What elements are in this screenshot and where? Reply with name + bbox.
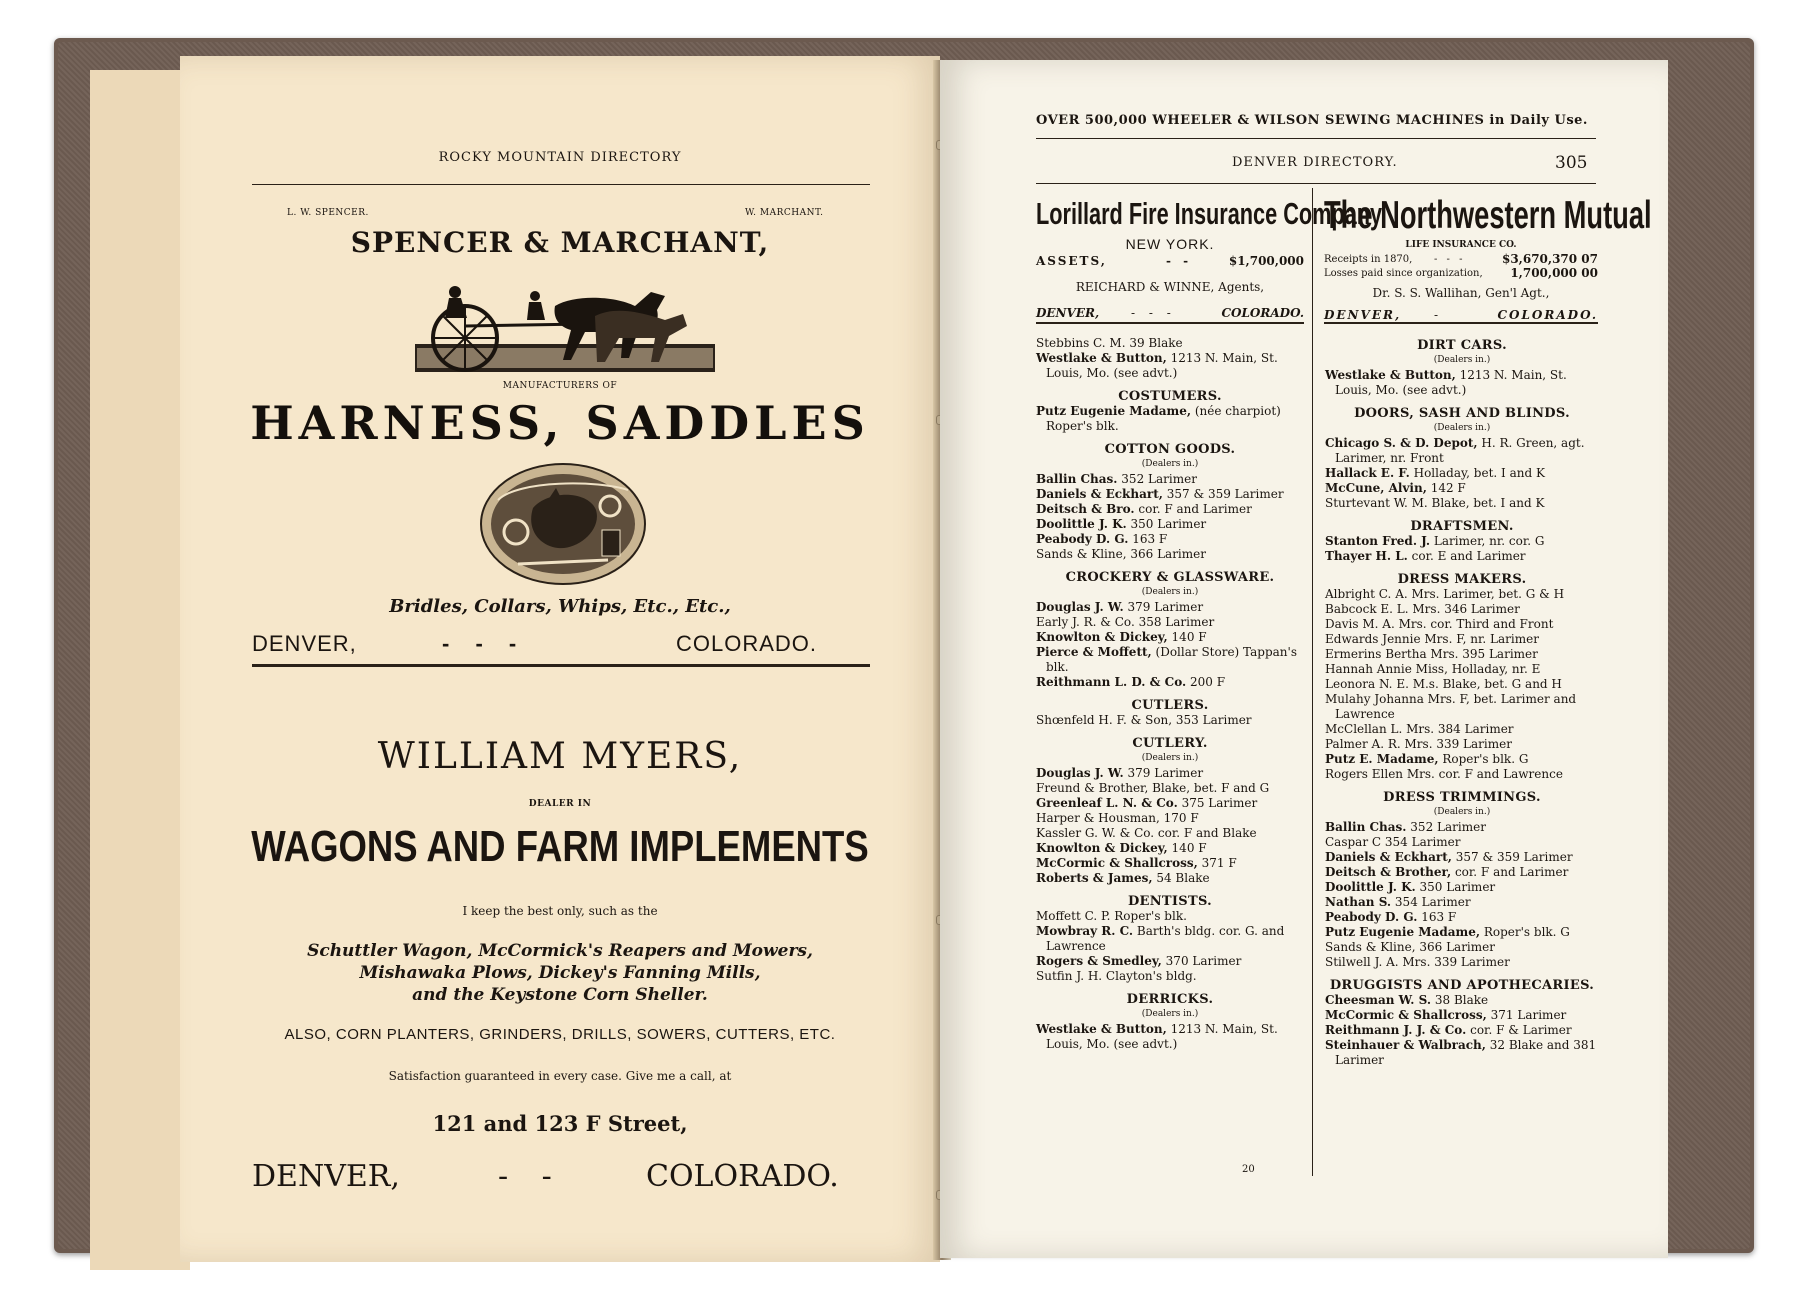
- entry-address: 1213 N. Main, St. Louis, Mo. (see advt.): [1046, 1022, 1278, 1051]
- dealers-note: (Dealers in.): [1141, 459, 1199, 469]
- dealers-note: (Dealers in.): [1141, 587, 1199, 597]
- dealers-note: (Dealers in.): [1433, 355, 1491, 365]
- entry-name: Reithmann J. J. & Co.: [1325, 1023, 1467, 1037]
- wheeler-wilson-banner: OVER 500,000 WHEELER & WILSON SEWING MACHINES in Daily Use.: [1036, 113, 1588, 128]
- directory-entry: [1036, 547, 1304, 562]
- section-heading: DRESS TRIMMINGS.: [1383, 790, 1541, 805]
- dealers-note: (Dealers in.): [1433, 423, 1491, 433]
- left-page: [180, 56, 940, 1262]
- directory-entry: [1325, 617, 1599, 632]
- banner-rule: [1036, 138, 1596, 139]
- directory-entry: [1325, 534, 1599, 549]
- entry-address: Mulahy Johanna Mrs. F, bet. Larimer and Lawrence: [1325, 692, 1577, 721]
- partner-right: W. MARCHANT.: [745, 208, 824, 218]
- entry-address: 370 Larimer: [1161, 954, 1242, 968]
- directory-entry: [1036, 630, 1304, 645]
- entry-name: McCormic & Shallcross,: [1325, 1008, 1487, 1022]
- spencer-dashes: - - -: [442, 631, 527, 656]
- entry-address: Leonora N. E. M.s. Blake, bet. G and H: [1325, 677, 1562, 691]
- entry-address: 354 Larimer: [1391, 895, 1471, 909]
- myers-dashes: - -: [498, 1159, 564, 1194]
- right-page: [940, 60, 1668, 1258]
- header-rule: [252, 184, 870, 185]
- directory-entry: [1325, 737, 1599, 752]
- directory-entry: [1325, 752, 1599, 767]
- entry-address: Sutfin J. H. Clayton's bldg.: [1036, 969, 1197, 983]
- directory-entry: [1325, 895, 1599, 910]
- entry-name: Greenleaf L. N. & Co.: [1036, 796, 1178, 810]
- entry-name: Daniels & Eckhart,: [1325, 850, 1452, 864]
- entry-address: 140 F: [1167, 630, 1207, 644]
- northwestern-sub: LIFE INSURANCE CO.: [1405, 240, 1517, 250]
- entry-address: 1213 N. Main, St. Louis, Mo. (see advt.): [1335, 368, 1567, 397]
- directory-entry: [1325, 436, 1599, 466]
- directory-entry: [1325, 955, 1599, 970]
- entry-name: Douglas J. W.: [1036, 600, 1124, 614]
- brand-line: Schuttler Wagon, McCormick's Reapers and Mowers,: [307, 941, 813, 961]
- lorillard-city: NEW YORK.: [1125, 236, 1215, 252]
- brand-line: and the Keystone Corn Sheller.: [412, 985, 708, 1005]
- also-line: ALSO, CORN PLANTERS, GRINDERS, DRILLS, SOWERS, CUTTERS, ETC.: [284, 1026, 836, 1043]
- myers-address: 121 and 123 F Street,: [432, 1111, 688, 1136]
- entry-address: 32 Blake and 381 Larimer: [1335, 1038, 1597, 1067]
- entry-name: Hallack E. F.: [1325, 466, 1410, 480]
- directory-entry: [1325, 940, 1599, 955]
- entry-address: Harper & Housman, 170 F: [1036, 811, 1199, 825]
- entry-name: Cheesman W. S.: [1325, 993, 1432, 1007]
- brand-line: Mishawaka Plows, Dickey's Fanning Mills,: [359, 963, 761, 983]
- entry-name: Peabody D. G.: [1036, 532, 1129, 546]
- entry-address: Caspar C 354 Larimer: [1325, 835, 1461, 849]
- directory-entry: [1036, 811, 1304, 826]
- left-running-head: ROCKY MOUNTAIN DIRECTORY: [438, 150, 682, 165]
- directory-entry: [1325, 993, 1599, 1008]
- directory-entry: [1036, 487, 1304, 502]
- directory-entry: [1036, 871, 1304, 886]
- entry-address: Babcock E. L. Mrs. 346 Larimer: [1325, 602, 1520, 616]
- directory-entry: [1325, 677, 1599, 692]
- losses-value: 1,700,000 00: [1510, 266, 1598, 280]
- directory-entry: [1036, 404, 1304, 434]
- manufacturers-of: MANUFACTURERS OF: [502, 381, 618, 391]
- entry-name: Westlake & Button,: [1325, 368, 1456, 382]
- entry-address: 371 Larimer: [1486, 1008, 1567, 1022]
- directory-entry: [1325, 1008, 1599, 1023]
- entry-name: Thayer H. L.: [1325, 549, 1408, 563]
- entry-address: Roper's blk. G: [1438, 752, 1529, 766]
- directory-entry: [1325, 850, 1599, 865]
- directory-entry: [1325, 865, 1599, 880]
- directory-entry: [1036, 472, 1304, 487]
- dealers-note: (Dealers in.): [1141, 753, 1199, 763]
- entry-address: Moffett C. P. Roper's blk.: [1036, 909, 1187, 923]
- directory-entry: [1325, 910, 1599, 925]
- column-divider: [1312, 188, 1313, 1176]
- assets-dashes: - -: [1166, 254, 1193, 268]
- entry-address: 38 Blake: [1431, 993, 1489, 1007]
- spencer-state: COLORADO.: [676, 631, 818, 656]
- northwestern-title: The Northwestern Mutual: [1324, 194, 1652, 237]
- entry-name: Knowlton & Dickey,: [1036, 841, 1168, 855]
- entry-address: Stebbins C. M. 39 Blake: [1036, 336, 1183, 350]
- directory-entry: [1325, 632, 1599, 647]
- entry-address: cor. E and Larimer: [1407, 549, 1526, 563]
- dealers-note: (Dealers in.): [1141, 1009, 1199, 1019]
- directory-entry: [1036, 826, 1304, 841]
- spencer-city: DENVER,: [252, 631, 357, 656]
- directory-entry: [1036, 781, 1304, 796]
- receipts-dashes: - - -: [1434, 254, 1466, 265]
- head-rule: [1036, 183, 1596, 184]
- entry-name: Knowlton & Dickey,: [1036, 630, 1168, 644]
- entry-address: 350 Larimer: [1126, 517, 1207, 531]
- entry-address: 200 F: [1186, 675, 1226, 689]
- entry-address: Ermerins Bertha Mrs. 395 Larimer: [1325, 647, 1538, 661]
- entry-address: 140 F: [1167, 841, 1207, 855]
- entry-address: 54 Blake: [1152, 871, 1210, 885]
- section-heading: DRAFTSMEN.: [1410, 519, 1514, 534]
- entry-name: Putz Eugenie Madame,: [1325, 925, 1481, 939]
- directory-entry: [1325, 602, 1599, 617]
- receipts-value: $3,670,370 07: [1501, 252, 1598, 266]
- entry-address: Hannah Annie Miss, Holladay, nr. E: [1325, 662, 1541, 676]
- entry-name: Daniels & Eckhart,: [1036, 487, 1163, 501]
- entry-address: 163 F: [1128, 532, 1168, 546]
- section-heading: DRUGGISTS AND APOTHECARIES.: [1329, 978, 1595, 993]
- entry-address: Barth's bldg. cor. G. and Lawrence: [1046, 924, 1285, 953]
- directory-entry: [1325, 549, 1599, 564]
- section-heading: DENTISTS.: [1127, 894, 1213, 909]
- entry-address: 142 F: [1426, 481, 1466, 495]
- entry-name: Douglas J. W.: [1036, 766, 1124, 780]
- northwestern-rule: [1324, 322, 1598, 324]
- section-heading: DRESS MAKERS.: [1397, 572, 1527, 587]
- horse-carriage-engraving: [415, 266, 715, 374]
- entry-address: Edwards Jennie Mrs. F, nr. Larimer: [1325, 632, 1539, 646]
- myers-name: WILLIAM MYERS,: [377, 736, 743, 777]
- entry-address: McClellan L. Mrs. 384 Larimer: [1325, 722, 1514, 736]
- entry-address: 352 Larimer: [1117, 472, 1197, 486]
- entry-address: (née charpiot) Roper's blk.: [1046, 404, 1281, 433]
- entry-name: Ballin Chas.: [1325, 820, 1407, 834]
- entry-address: 375 Larimer: [1177, 796, 1258, 810]
- dealer-in: DEALER IN: [528, 799, 592, 809]
- section-heading: CUTLERS.: [1131, 698, 1209, 713]
- directory-entry: [1325, 722, 1599, 737]
- entry-name: Westlake & Button,: [1036, 1022, 1167, 1036]
- entry-address: Shœnfeld H. F. & Son, 353 Larimer: [1036, 713, 1252, 727]
- directory-entry: [1325, 647, 1599, 662]
- directory-entry: [1036, 351, 1304, 381]
- entry-address: Kassler G. W. & Co. cor. F and Blake: [1036, 826, 1257, 840]
- directory-entry: [1036, 600, 1304, 615]
- directory-entry: [1036, 909, 1304, 924]
- directory-entry: [1036, 336, 1304, 351]
- entry-name: Pierce & Moffett,: [1036, 645, 1152, 659]
- entry-address: Davis M. A. Mrs. cor. Third and Front: [1325, 617, 1554, 631]
- ad-divider: [252, 664, 870, 667]
- directory-entry: [1036, 766, 1304, 781]
- satisfaction-line: Satisfaction guaranteed in every case. Give me a call, at: [388, 1069, 732, 1083]
- entry-address: cor. F & Larimer: [1466, 1023, 1572, 1037]
- directory-entry: [1325, 1023, 1599, 1038]
- section-heading: DIRT CARS.: [1417, 338, 1507, 353]
- signature-mark: 20: [1242, 1164, 1255, 1175]
- entry-address: Rogers Ellen Mrs. cor. F and Lawrence: [1325, 767, 1563, 781]
- entry-address: Holladay, bet. I and K: [1409, 466, 1545, 480]
- directory-entry: [1036, 954, 1304, 969]
- northwestern-agent: Dr. S. S. Wallihan, Gen'l Agt.,: [1372, 286, 1550, 300]
- keep-line: I keep the best only, such as the: [462, 904, 658, 918]
- receipts-label: Receipts in 1870,: [1324, 254, 1413, 265]
- myers-state: COLORADO.: [646, 1159, 839, 1194]
- directory-column-left: [1036, 336, 1304, 1052]
- directory-entry: [1325, 662, 1599, 677]
- directory-entry: [1036, 713, 1304, 728]
- section-heading: CROCKERY & GLASSWARE.: [1065, 570, 1275, 585]
- lorillard-title: Lorillard Fire Insurance Company: [1036, 196, 1383, 231]
- partner-left: L. W. SPENCER.: [287, 208, 369, 218]
- entry-name: Nathan S.: [1325, 895, 1392, 909]
- entry-address: 352 Larimer: [1406, 820, 1486, 834]
- entry-address: 379 Larimer: [1123, 766, 1204, 780]
- losses-label: Losses paid since organization,: [1324, 268, 1483, 279]
- entry-address: Early J. R. & Co. 358 Larimer: [1036, 615, 1215, 629]
- entry-address: Sturtevant W. M. Blake, bet. I and K: [1325, 496, 1545, 510]
- directory-entry: [1036, 796, 1304, 811]
- directory-entry: [1036, 924, 1304, 954]
- entry-name: Chicago S. & D. Depot,: [1325, 436, 1478, 450]
- entry-name: Stanton Fred. J.: [1325, 534, 1431, 548]
- directory-entry: [1036, 517, 1304, 532]
- entry-address: 357 & 359 Larimer: [1451, 850, 1573, 864]
- entry-address: (Dollar Store) Tappan's blk.: [1046, 645, 1297, 674]
- harness-tack-engraving: [478, 460, 648, 588]
- entry-name: Deitsch & Brother,: [1325, 865, 1452, 879]
- directory-entry: [1325, 1038, 1599, 1068]
- lorillard-place-state: COLORADO.: [1221, 306, 1304, 320]
- goods-line: Bridles, Collars, Whips, Etc., Etc.,: [389, 596, 731, 617]
- entry-address: 350 Larimer: [1415, 880, 1496, 894]
- lorillard-place-dashes: - - -: [1131, 306, 1176, 320]
- section-heading: CUTLERY.: [1132, 736, 1208, 751]
- spencer-firm-name: SPENCER & MARCHANT,: [350, 226, 770, 259]
- lorillard-rule: [1036, 322, 1304, 324]
- wagons-title: WAGONS AND FARM IMPLEMENTS: [251, 822, 869, 871]
- entry-name: Peabody D. G.: [1325, 910, 1418, 924]
- entry-name: Ballin Chas.: [1036, 472, 1118, 486]
- entry-name: Mowbray R. C.: [1036, 924, 1134, 938]
- entry-address: H. R. Green, agt. Larimer, nr. Front: [1335, 436, 1585, 465]
- directory-entry: [1036, 645, 1304, 675]
- directory-entry: [1325, 587, 1599, 602]
- entry-name: Rogers & Smedley,: [1036, 954, 1162, 968]
- entry-name: McCune, Alvin,: [1325, 481, 1427, 495]
- assets-label: ASSETS,: [1036, 254, 1107, 268]
- entry-address: 379 Larimer: [1123, 600, 1204, 614]
- directory-entry: [1036, 856, 1304, 871]
- directory-entry: [1325, 692, 1599, 722]
- left-page-edges: [90, 70, 190, 1270]
- entry-name: Westlake & Button,: [1036, 351, 1167, 365]
- assets-value: $1,700,000: [1228, 254, 1304, 268]
- page-number: 305: [1555, 153, 1588, 173]
- lorillard-place-city: DENVER,: [1036, 306, 1100, 320]
- section-heading: DOORS, SASH AND BLINDS.: [1354, 406, 1570, 421]
- northwestern-place-dash: -: [1434, 308, 1439, 322]
- entry-name: Reithmann L. D. & Co.: [1036, 675, 1187, 689]
- entry-address: 163 F: [1417, 910, 1457, 924]
- entry-name: McCormic & Shallcross,: [1036, 856, 1198, 870]
- directory-entry: [1325, 880, 1599, 895]
- directory-column-right: [1325, 330, 1599, 1068]
- myers-city: DENVER,: [252, 1159, 400, 1194]
- directory-entry: [1325, 466, 1599, 481]
- entry-name: Steinhauer & Walbrach,: [1325, 1038, 1486, 1052]
- entry-address: 371 F: [1197, 856, 1237, 870]
- entry-name: Deitsch & Bro.: [1036, 502, 1135, 516]
- entry-name: Doolittle J. K.: [1036, 517, 1127, 531]
- directory-entry: [1325, 835, 1599, 850]
- right-running-head: DENVER DIRECTORY.: [1232, 155, 1398, 170]
- entry-address: Sands & Kline, 366 Larimer: [1325, 940, 1495, 954]
- northwestern-place-state: COLORADO.: [1497, 308, 1598, 322]
- directory-entry: [1036, 615, 1304, 630]
- entry-name: Putz Eugenie Madame,: [1036, 404, 1192, 418]
- entry-address: Larimer, nr. cor. G: [1430, 534, 1545, 548]
- entry-name: Putz E. Madame,: [1325, 752, 1439, 766]
- directory-entry: [1325, 368, 1599, 398]
- entry-address: Stilwell J. A. Mrs. 339 Larimer: [1325, 955, 1510, 969]
- directory-entry: [1036, 841, 1304, 856]
- entry-address: Albright C. A. Mrs. Larimer, bet. G & H: [1325, 587, 1565, 601]
- entry-address: Palmer A. R. Mrs. 339 Larimer: [1325, 737, 1512, 751]
- entry-address: Roper's blk. G: [1480, 925, 1570, 939]
- entry-address: Freund & Brother, Blake, bet. F and G: [1036, 781, 1270, 795]
- directory-entry: [1036, 969, 1304, 984]
- entry-address: cor. F and Larimer: [1134, 502, 1252, 516]
- directory-entry: [1036, 675, 1304, 690]
- section-heading: COTTON GOODS.: [1104, 442, 1236, 457]
- directory-entry: [1325, 481, 1599, 496]
- directory-entry: [1036, 1022, 1304, 1052]
- entry-name: Roberts & James,: [1036, 871, 1153, 885]
- section-heading: DERRICKS.: [1126, 992, 1214, 1007]
- entry-address: Sands & Kline, 366 Larimer: [1036, 547, 1206, 561]
- directory-entry: [1325, 767, 1599, 782]
- directory-entry: [1036, 502, 1304, 517]
- brands-list: [180, 940, 940, 1006]
- entry-name: Doolittle J. K.: [1325, 880, 1416, 894]
- lorillard-agents: REICHARD & WINNE, Agents,: [1075, 280, 1265, 294]
- entry-address: 1213 N. Main, St. Louis, Mo. (see advt.): [1046, 351, 1278, 380]
- northwestern-place-city: DENVER,: [1324, 308, 1402, 322]
- harness-saddles-title: HARNESS, SADDLES: [250, 396, 870, 450]
- directory-entry: [1325, 820, 1599, 835]
- directory-entry: [1325, 496, 1599, 511]
- directory-entry: [1325, 925, 1599, 940]
- section-heading: COSTUMERS.: [1118, 389, 1222, 404]
- directory-entry: [1036, 532, 1304, 547]
- entry-address: cor. F and Larimer: [1451, 865, 1569, 879]
- entry-address: 357 & 359 Larimer: [1162, 487, 1284, 501]
- dealers-note: (Dealers in.): [1433, 807, 1491, 817]
